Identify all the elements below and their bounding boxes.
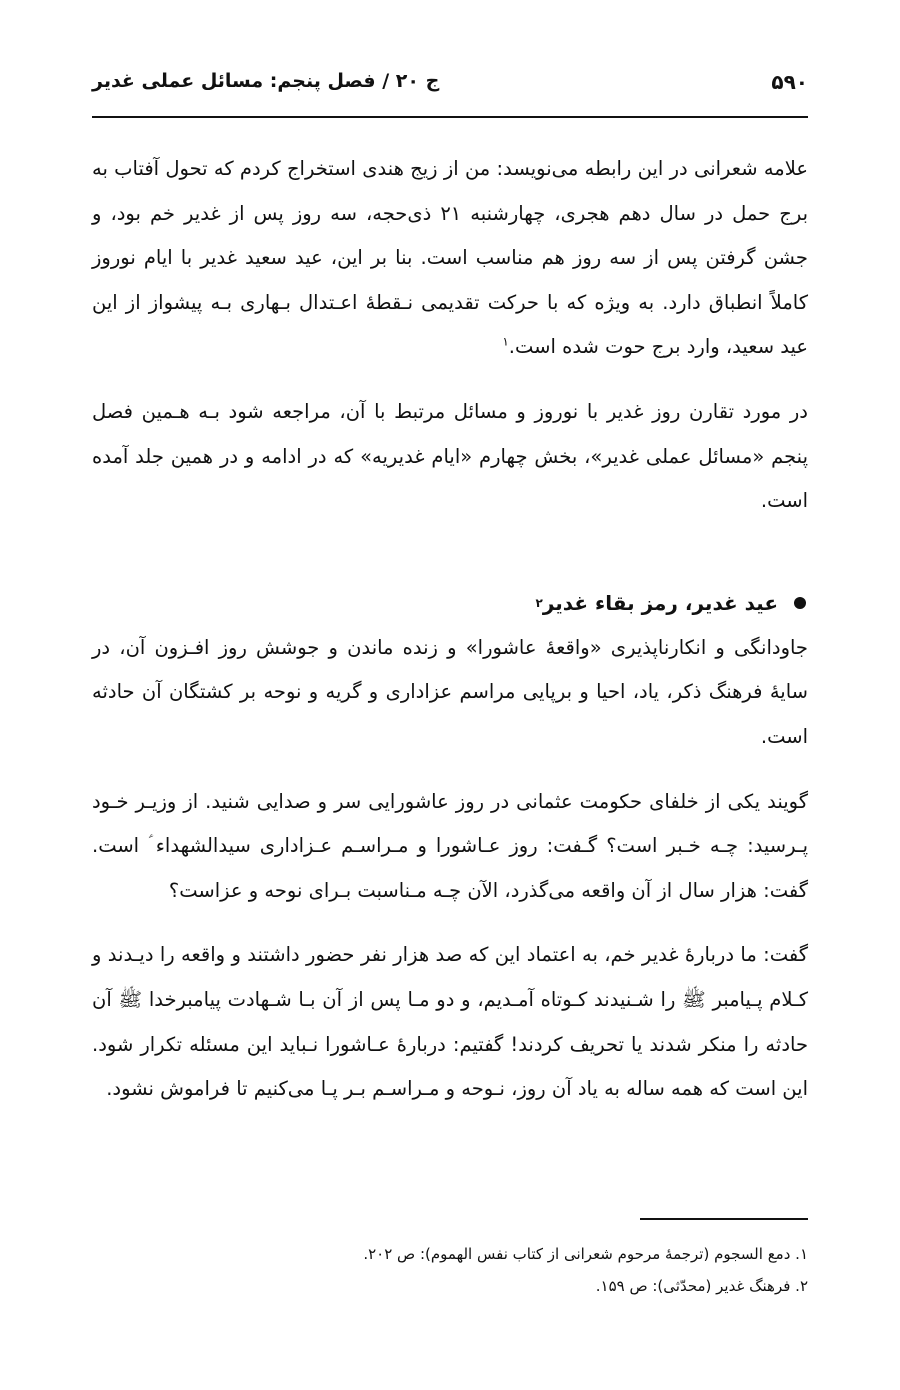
page-body [92,147,808,1112]
paragraph-text: علامه شعرانی در این رابطه می‌نویسد: من از زیج هندی استخراج کردم که تحول آفتاب به برج حمل در سال دهم هجری، چهارشنبه ۲۱ ذی‌حجه، سه روز پس از غدیر خم بود، و جشن گرفتن پس از سه روز هم مناسب است. بنا بر این، عید سعید غدیر با ایام نوروز کاملاً انطباق دارد. به ویژه که با حرکت تقدیمی نـقطهٔ اعـتدال بـهاری بـه پیشواز از این عید سعید، وارد برج حوت شده است. [92,157,808,359]
footnote: ۲. فرهنگ غدیر (محدّثی): ص ۱۵۹. [595,1277,808,1295]
section-heading-text: عید غدیر، رمز بقاء غدیر [542,590,778,615]
running-title: ج ۲۰ / فصل پنجم: مسائل عملی غدیر [92,70,440,92]
footnote-ref[interactable]: ۱ [502,334,509,349]
page-header [92,70,808,118]
paragraph: گفت: ما دربارهٔ غدیر خم، به اعتماد این که صد هزار نفر حضور داشتند و واقعه را دیـدند و کـلام پـیامبر ﷺ را شـنیدند کـوتاه آمـدیم، و دو مـا پس از آن بـا شـهادت پیامبرخدا ﷺ آن حادثه را منکر شدند یا تحریف کردند! گفتیم: دربارهٔ عـاشورا نـباید این مسئله تکرار شود. این است که همه ساله به یاد آن روز، نـوحه و مـراسـم بـر پـا می‌کنیم تا فراموش نشود. [92,943,808,1101]
paragraph: جاودانگی و انکارناپذیری «واقعهٔ عاشورا» و زنده ماندن و جوشش روز افـزون آن، در سایهٔ فرهنگ ذکر، یاد، احیا و برپایی مراسم عزاداری و گریه و نوحه بر کشتگان آن حادثه است. [92,635,808,748]
paragraph: گویند یکی از خلفای حکومت عثمانی در روز عاشورایی سر و صدایی شنید. از وزیـر خـود پـرسید: چـه خـبر است؟ گـفت: روز عـاشورا و مـراسـم عـزاداری سیدالشهداء ؑ است. گفت: هزار سال از آن واقعه می‌گذرد، الآن چـه مـناسبت بـرای نوحه و عزاست؟ [92,789,808,902]
paragraph [92,147,808,370]
footnote: ۱. دمع السجوم (ترجمهٔ مرحوم شعرانی از کتاب نفس الهموم): ص ۲۰۲. [363,1245,808,1263]
page-number: ۵۹۰ [771,70,808,94]
footnotes [92,1238,808,1302]
footnote-divider [640,1218,808,1220]
section-heading: عید غدیر، رمز بقاء غدیر ۲ [92,580,808,626]
paragraph: در مورد تقارن روز غدیر با نوروز و مسائل مرتبط با آن، مراجعه شود بـه هـمین فصل پنجم «مسائل عملی غدیر»، بخش چهارم «ایام غدیریه» که در ادامه و در همین جلد آمده است. [92,399,808,513]
bullet-icon [794,597,806,609]
